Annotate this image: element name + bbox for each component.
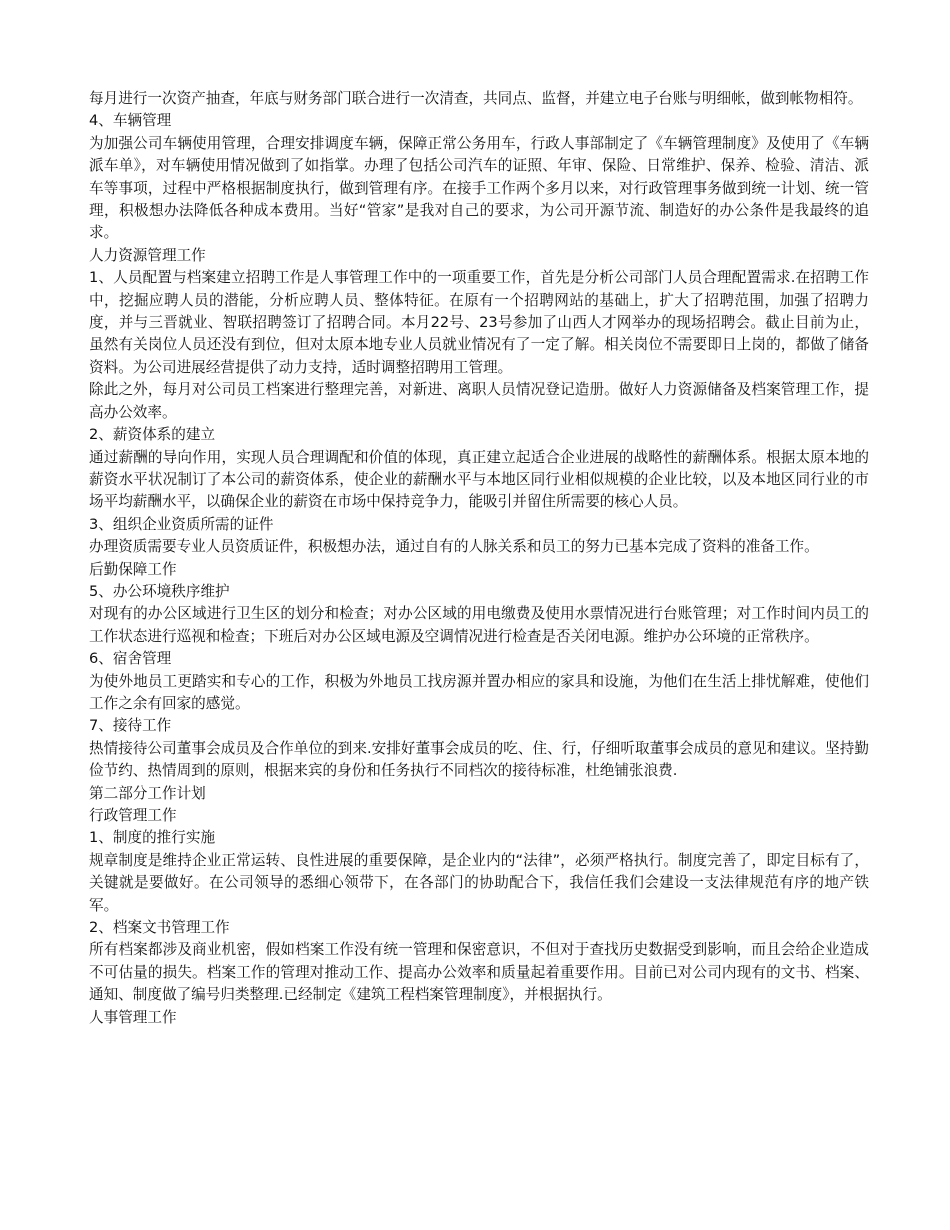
- heading-personnel-management: 人事管理工作: [89, 1008, 177, 1026]
- heading-part-two-plan: 第二部分工作计划: [89, 784, 206, 802]
- paragraph-office-environment: 对现有的办公区域进行卫生区的划分和检查；对办公区域的用电缴费及使用水票情况进行台账管理；对工作时间内员工的工作状态进行巡视和检查；下班后对办公区域电源及空调情况进行检查是否关闭电源。维护办公环境的正常秩序。: [89, 605, 869, 645]
- heading-vehicle-management: 4、车辆管理: [89, 112, 172, 130]
- document-body: [89, 88, 869, 1029]
- heading-office-environment: 5、办公环境秩序维护: [89, 582, 230, 600]
- paragraph-employee-archives: 除此之外，每月对公司员工档案进行整理完善，对新进、离职人员情况登记造册。做好人力资源储备及档案管理工作，提高办公效率。: [89, 381, 869, 421]
- paragraph-recruitment: 1、人员配置与档案建立招聘工作是人事管理工作中的一项重要工作，首先是分析公司部门人员合理配置需求.在招聘工作中，挖掘应聘人员的潜能，分析应聘人员、整体特征。在原有一个招聘网站的基础上，扩大了招聘范围，加强了招聘力度，并与三晋就业、智联招聘签订了招聘合同。本月22号、23号参加了山西人才网举办的现场招聘会。截止目前为止，虽然有关岗位人员还没有到位，但对太原本地专业人员就业情况有了一定了解。相关岗位不需要即日上岗的，都做了储备资料。为公司进展经营提供了动力支持，适时调整招聘用工管理。: [89, 269, 869, 376]
- heading-rules-implementation: 1、制度的推行实施: [89, 829, 216, 847]
- paragraph-vehicle-management: 为加强公司车辆使用管理，合理安排调度车辆，保障正常公务用车，行政人事部制定了《车辆管理制度》及使用了《车辆派车单》，对车辆使用情况做到了如指掌。办理了包括公司汽车的证照、年审、保险、日常维护、保养、检验、清洁、派车等事项，过程中严格根据制度执行，做到管理有序。在接手工作两个多月以来，对行政管理事务做到统一计划、统一管理，积极想办法降低各种成本费用。当好“管家”是我对自己的要求，为公司开源节流、制造好的办公条件是我最终的追求。: [89, 134, 869, 242]
- heading-archives-management: 2、档案文书管理工作: [89, 919, 230, 937]
- paragraph-reception: 热情接待公司董事会成员及合作单位的到来.安排好董事会成员的吃、住、行，仔细听取董事会成员的意见和建议。坚持勤俭节约、热情周到的原则，根据来宾的身份和任务执行不同档次的接待标准，杜绝铺张浪费.: [89, 739, 869, 780]
- paragraph-rules-implementation: 规章制度是维持企业正常运转、良性进展的重要保障，是企业内的“法律”，必须严格执行。制度完善了，即定目标有了，关键就是要做好。在公司领导的悉细心领带下，在各部门的协助配合下，我信任我们会建设一支法律规范有序的地产铁军。: [89, 851, 869, 914]
- paragraph-qualification-certificates: 办理资质需要专业人员资质证件，积极想办法，通过自有的人脉关系和员工的努力已基本完成了资料的准备工作。: [89, 538, 819, 556]
- heading-salary-system: 2、薪资体系的建立: [89, 426, 216, 444]
- heading-dormitory: 6、宿舍管理: [89, 650, 172, 668]
- paragraph-salary-system: 通过薪酬的导向作用，实现人员合理调配和价值的体现，真正建立起适合企业进展的战略性的薪酬体系。根据太原本地的薪资水平状况制订了本公司的薪资体系，使企业的薪酬水平与本地区同行业相似规模的企业比较，以及本地区同行业的市场平均薪酬水平，以确保企业的薪资在市场中保持竞争力，能吸引并留住所需要的核心人员。: [89, 448, 869, 511]
- heading-hr-management: 人力资源管理工作: [89, 246, 206, 264]
- paragraph-archives-management: 所有档案都涉及商业机密，假如档案工作没有统一管理和保密意识，不但对于查找历史数据受到影响，而且会给企业造成不可估量的损失。档案工作的管理对推动工作、提高办公效率和质量起着重要作用。目前已对公司内现有的文书、档案、通知、制度做了编号归类整理.已经制定《建筑工程档案管理制度》，并根据执行。: [89, 941, 869, 1004]
- paragraph-dormitory: 为使外地员工更踏实和专心的工作，积极为外地员工找房源并置办相应的家具和设施，为他们在生活上排忧解难，使他们工作之余有回家的感觉。: [89, 672, 869, 712]
- heading-qualification-certificates: 3、组织企业资质所需的证件: [89, 515, 274, 533]
- heading-reception: 7、接待工作: [89, 717, 172, 735]
- heading-admin-management: 行政管理工作: [89, 807, 177, 824]
- paragraph-asset-check: 每月进行一次资产抽查，年底与财务部门联合进行一次清查，共同点、监督，并建立电子台账与明细帐，做到帐物相符。: [89, 90, 863, 107]
- heading-logistics-support: 后勤保障工作: [89, 560, 177, 578]
